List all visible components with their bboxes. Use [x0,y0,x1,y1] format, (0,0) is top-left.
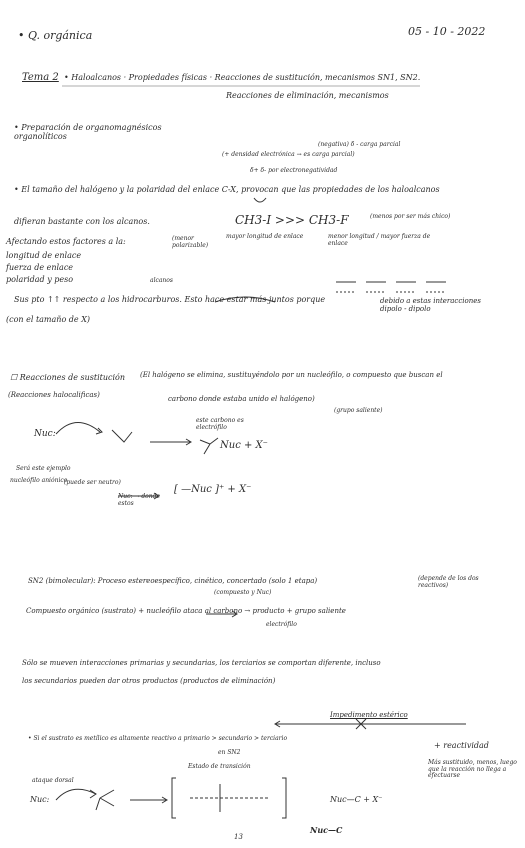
topic-label: Tema 2 [22,72,59,83]
example-note-2: nucleófilo aniónico [10,477,68,484]
subject-heading: • Q. orgánica [18,29,93,42]
sn2-bottom-label: Nuc—C [310,825,343,835]
example-note-3: (puede ser neutro) [64,479,121,486]
leaving-group-note: (grupo saliente) [334,407,383,414]
page-number: 13 [234,833,243,841]
reactivity-order-sub: en SN2 [218,749,241,756]
comparison-formula: CH3-I >>> CH3-F [235,213,349,227]
comparison-note-4: (menos por ser más chico) [370,213,451,220]
comparison-note-1: mayor longitud de enlace [226,233,304,240]
sn2-line: Compuesto orgánico (sustrato) + nucleófilo ataca al carbono → producto + grupo saliente [26,607,346,615]
reactivity-note: Más sustituido, menos, luego que la reacción no llega a efectuarse [428,759,517,780]
example-note-1: Será este ejemplo [16,465,71,472]
factors-title: Afectando estos factores a la: [6,237,126,246]
factor-2: fuerza de enlace [6,263,74,272]
substitution-title: ☐ Reacciones de sustitución [10,373,126,382]
sn2-line-sub: electrófilo [266,621,297,628]
comparison-note-2: menor longitud / mayor fuerza de enlace [328,233,431,247]
example-note-4: Nuc: → donde estos [118,493,161,507]
topic-line-2: Reacciones de eliminación, mecanismos [226,91,389,100]
preparation-text: • Preparación de organomagnésicos organolíticos [14,123,162,141]
sn2-title: SN2 (bimolecular): Proceso estereoespecífico, cinético, concertado (solo 1 etapa) [28,577,318,585]
factor-1: longitud de enlace [6,251,82,260]
polarity-note-carbon: (+ densidad electrónica → es carga parcial) [222,151,355,158]
factor-3: polaridad y peso [6,275,74,284]
polarity-note-halogen: (negativa) δ - carga parcial [318,141,401,148]
transition-state-label: Estado de transición [188,763,251,770]
electrophile-note: este carbono es electrófilo [196,417,244,431]
polarity-note-electronegativity: δ+ δ- por electronegatividad [250,167,338,174]
transition-state-sketch [130,778,286,818]
hindrance-label: Impedimento estérico [330,711,408,719]
topic-line-1: • Haloalcanos · Propiedades físicas · Reacciones de sustitución, mecanismos SN1, SN2. [64,73,421,82]
substitution-desc-2: carbono donde estaba unido el halógeno) [168,395,315,403]
sn2-sub-2: (compuesto y Nuc) [214,589,272,596]
comparison-note-3: (menor polarizable) [172,235,209,249]
sn2-para-2: los secundarios pueden dar otros productos (productos de eliminación) [22,677,276,685]
boiling-point-paren: (con el tamaño de X) [6,315,91,324]
substitution-product: Nuc + X⁻ [220,440,268,451]
sn2-nucleophile: Nuc: [30,795,50,804]
polarity-main: • El tamaño del halógeno y la polaridad del enlace C-X, provocan que las propiedades de los haloalcanos [14,185,440,194]
dipole-sketch [336,282,446,292]
nucleophile-label: Nuc: [34,429,56,439]
reactivity-order: • Si el sustrato es metílico es altamente reactivo a primario > secundario > terciario [28,735,288,742]
substitution-paren: (Reacciones halocalificas) [8,391,100,399]
sn2-product: Nuc—C + X⁻ [330,795,383,804]
boiling-point: Sus pto ↑↑ respecto a los hidrocarburos. Esto hace estar más juntos porque [14,295,326,304]
substitution-product-2: [ —Nuc ]⁺ + X⁻ [174,484,252,495]
carbon-sketch [200,438,218,454]
polarity-main-2: difieran bastante con los alcanos. [14,217,150,226]
sn2-para-1: Sólo se mueven interacciones primarias y secundarias, los terciarios se comportan diferente, incluso [22,659,381,667]
substitution-desc: (El halógeno se elimina, sustituyéndolo por un nucleófilo, o compuesto que buscan el [140,371,443,379]
attack-arrow [56,789,96,800]
bp-arc [215,297,275,302]
reactivity-label: + reactividad [434,741,489,750]
date: 05 - 10 - 2022 [408,25,486,38]
sn2-sub: (depende de los dos reactivos) [418,575,479,589]
alkanes-label: alcanos [150,277,173,284]
backside-attack-label: ataque dorsal [32,777,74,784]
substitution-arrow [56,422,191,445]
polarity-bracket [254,198,266,202]
dipole-note: debido a estas interacciones dipolo - dipolo [380,297,481,313]
